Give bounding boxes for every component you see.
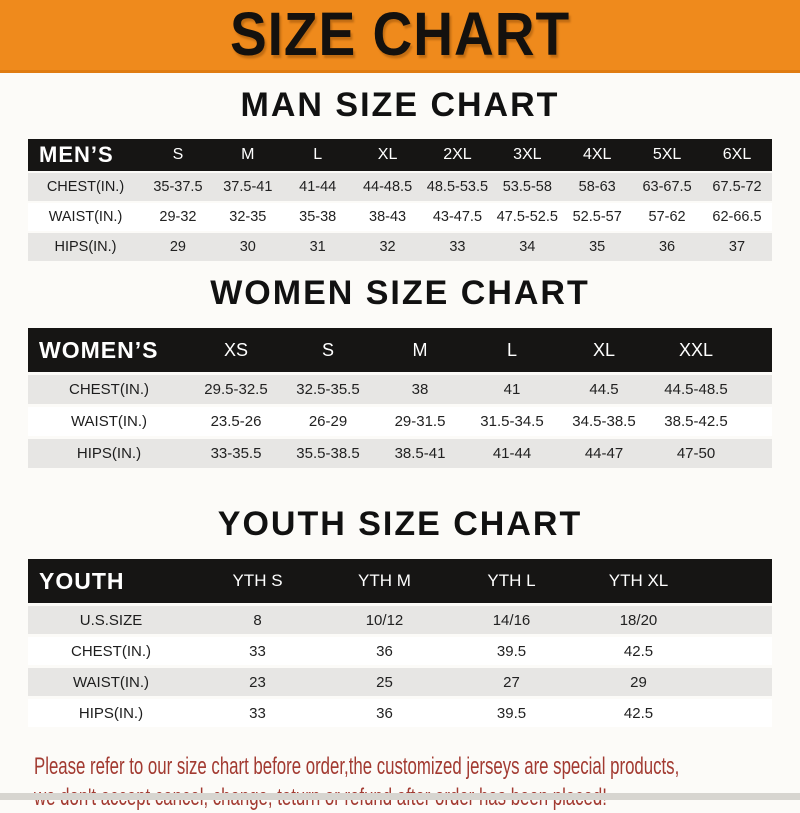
disclaimer-note: [0, 751, 800, 813]
size-value-cell: 35: [562, 233, 632, 261]
size-value-cell: 41-44: [283, 173, 353, 201]
size-value-cell: 38-43: [353, 203, 423, 231]
size-value-cell: 39.5: [448, 637, 575, 665]
size-value-cell: 26-29: [282, 407, 374, 436]
youth-size-table: [28, 556, 772, 730]
men-size-col: M: [213, 139, 283, 171]
men-table-title: MEN’S: [28, 139, 143, 171]
men-chest-row: [28, 173, 772, 201]
row-label: CHEST(IN.): [28, 637, 194, 665]
youth-chest-row: [28, 637, 772, 665]
size-value-cell: 43-47.5: [423, 203, 493, 231]
size-value-cell: 38: [374, 375, 466, 404]
women-hips-row: [28, 439, 772, 468]
row-spacer: [742, 439, 772, 468]
women-size-col: XXL: [650, 328, 742, 372]
row-label: WAIST(IN.): [28, 203, 143, 231]
size-value-cell: 27: [448, 668, 575, 696]
size-value-cell: 29: [143, 233, 213, 261]
size-value-cell: 23: [194, 668, 321, 696]
size-value-cell: 30: [213, 233, 283, 261]
youth-section-heading: YOUTH SIZE CHART: [217, 505, 583, 543]
size-value-cell: 33: [194, 637, 321, 665]
size-value-cell: 47.5-52.5: [492, 203, 562, 231]
men-section-heading: MAN SIZE CHART: [240, 86, 560, 124]
size-value-cell: 36: [632, 233, 702, 261]
bottom-border-strip: [0, 793, 800, 800]
size-value-cell: 38.5-41: [374, 439, 466, 468]
women-size-col: M: [374, 328, 466, 372]
size-value-cell: 38.5-42.5: [650, 407, 742, 436]
size-value-cell: 52.5-57: [562, 203, 632, 231]
size-value-cell: 31.5-34.5: [466, 407, 558, 436]
size-value-cell: 42.5: [575, 637, 702, 665]
women-waist-row: [28, 407, 772, 436]
header-spacer: [742, 328, 772, 372]
men-size-col: 6XL: [702, 139, 772, 171]
men-size-col: S: [143, 139, 213, 171]
size-value-cell: 42.5: [575, 699, 702, 727]
size-value-cell: 53.5-58: [492, 173, 562, 201]
size-value-cell: 44.5: [558, 375, 650, 404]
size-value-cell: 47-50: [650, 439, 742, 468]
size-value-cell: 14/16: [448, 606, 575, 634]
row-spacer: [702, 668, 772, 696]
men-size-col: XL: [353, 139, 423, 171]
size-value-cell: 48.5-53.5: [423, 173, 493, 201]
women-size-col: S: [282, 328, 374, 372]
row-label: HIPS(IN.): [28, 699, 194, 727]
size-value-cell: 29-31.5: [374, 407, 466, 436]
size-value-cell: 36: [321, 699, 448, 727]
men-size-col: 4XL: [562, 139, 632, 171]
youth-hips-row: [28, 699, 772, 727]
row-label: WAIST(IN.): [28, 668, 194, 696]
women-table-title: WOMEN’S: [28, 328, 190, 372]
size-value-cell: 62-66.5: [702, 203, 772, 231]
row-spacer: [702, 699, 772, 727]
men-size-col: 2XL: [423, 139, 493, 171]
row-spacer: [702, 606, 772, 634]
women-size-table: [28, 325, 772, 471]
size-value-cell: 31: [283, 233, 353, 261]
men-header-row: [28, 139, 772, 171]
disclaimer-line-1: Please refer to our size chart before order,the customized jerseys are special products,: [34, 753, 680, 780]
size-value-cell: 44-47: [558, 439, 650, 468]
men-size-table: [28, 137, 772, 263]
row-spacer: [702, 637, 772, 665]
banner-title: SIZE CHART: [229, 0, 571, 69]
size-value-cell: 29-32: [143, 203, 213, 231]
youth-size-col: YTH S: [194, 559, 321, 603]
row-spacer: [742, 407, 772, 436]
size-value-cell: 35.5-38.5: [282, 439, 374, 468]
size-value-cell: 25: [321, 668, 448, 696]
row-label: U.S.SIZE: [28, 606, 194, 634]
row-label: HIPS(IN.): [28, 233, 143, 261]
size-value-cell: 33: [423, 233, 493, 261]
size-value-cell: 36: [321, 637, 448, 665]
size-value-cell: 29.5-32.5: [190, 375, 282, 404]
youth-waist-row: [28, 668, 772, 696]
size-value-cell: 35-38: [283, 203, 353, 231]
size-value-cell: 33-35.5: [190, 439, 282, 468]
youth-table-title: YOUTH: [28, 559, 194, 603]
size-value-cell: 34: [492, 233, 562, 261]
women-header-row: [28, 328, 772, 372]
size-chart-banner: [0, 0, 800, 73]
size-value-cell: 33: [194, 699, 321, 727]
size-value-cell: 18/20: [575, 606, 702, 634]
size-value-cell: 63-67.5: [632, 173, 702, 201]
women-section-heading: WOMEN SIZE CHART: [210, 274, 590, 312]
size-value-cell: 57-62: [632, 203, 702, 231]
row-label: CHEST(IN.): [28, 375, 190, 404]
youth-size-col: YTH M: [321, 559, 448, 603]
size-value-cell: 39.5: [448, 699, 575, 727]
men-hips-row: [28, 233, 772, 261]
youth-header-row: [28, 559, 772, 603]
row-spacer: [742, 375, 772, 404]
size-value-cell: 29: [575, 668, 702, 696]
women-chest-row: [28, 375, 772, 404]
size-value-cell: 44-48.5: [353, 173, 423, 201]
size-value-cell: 32-35: [213, 203, 283, 231]
size-value-cell: 37: [702, 233, 772, 261]
size-value-cell: 67.5-72: [702, 173, 772, 201]
youth-size-col: YTH L: [448, 559, 575, 603]
size-value-cell: 37.5-41: [213, 173, 283, 201]
size-value-cell: 41-44: [466, 439, 558, 468]
row-label: HIPS(IN.): [28, 439, 190, 468]
header-spacer: [702, 559, 772, 603]
women-size-col: XL: [558, 328, 650, 372]
size-value-cell: 32.5-35.5: [282, 375, 374, 404]
size-value-cell: 8: [194, 606, 321, 634]
men-waist-row: [28, 203, 772, 231]
size-value-cell: 35-37.5: [143, 173, 213, 201]
size-value-cell: 34.5-38.5: [558, 407, 650, 436]
men-size-col: L: [283, 139, 353, 171]
size-value-cell: 10/12: [321, 606, 448, 634]
women-size-col: L: [466, 328, 558, 372]
women-size-col: XS: [190, 328, 282, 372]
size-value-cell: 32: [353, 233, 423, 261]
size-value-cell: 44.5-48.5: [650, 375, 742, 404]
size-value-cell: 23.5-26: [190, 407, 282, 436]
size-value-cell: 41: [466, 375, 558, 404]
row-label: CHEST(IN.): [28, 173, 143, 201]
men-size-col: 5XL: [632, 139, 702, 171]
row-label: WAIST(IN.): [28, 407, 190, 436]
size-value-cell: 58-63: [562, 173, 632, 201]
youth-size-col: YTH XL: [575, 559, 702, 603]
men-size-col: 3XL: [492, 139, 562, 171]
youth-ussize-row: [28, 606, 772, 634]
